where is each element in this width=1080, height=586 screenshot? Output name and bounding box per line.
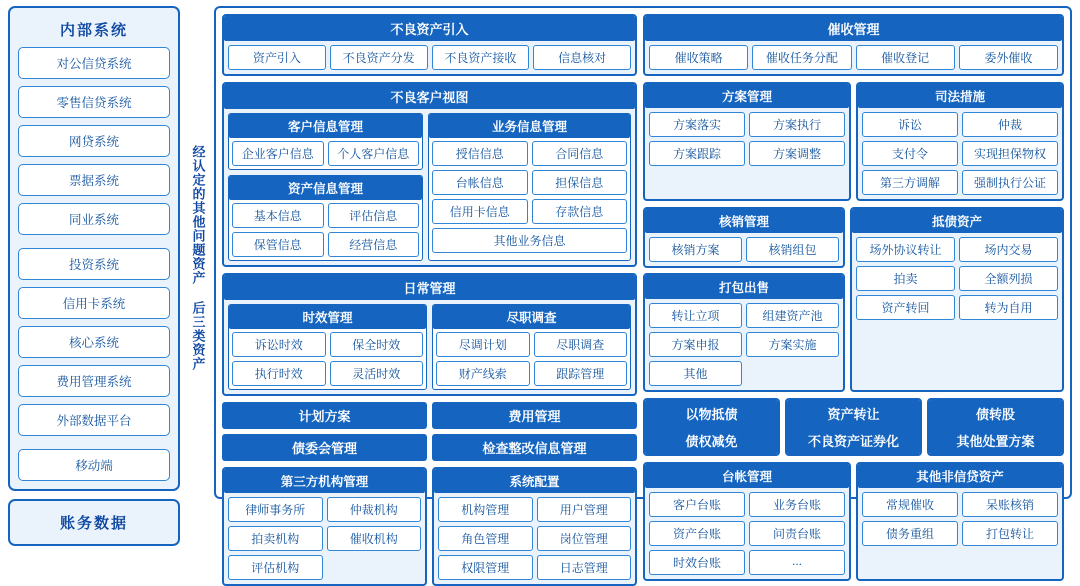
cell-outsourced-collection[interactable]: 委外催收 [959, 45, 1058, 70]
internal-systems-title: 内部系统 [59, 22, 128, 39]
group-collection-title: 催收管理 [645, 16, 1062, 41]
cell-collection-strategy[interactable]: 催收策略 [649, 45, 748, 70]
cell-payment-order[interactable]: 支付令 [862, 141, 958, 166]
banner-group-debt-to-equity [927, 398, 1064, 456]
cell-creditcard-info[interactable]: 信用卡信息 [432, 199, 528, 224]
cell-exchange-trade[interactable]: 场内交易 [959, 237, 1058, 262]
vertical-category-label [186, 6, 208, 499]
cell-info-check[interactable]: 信息核对 [533, 45, 631, 70]
sub-time-limit-title: 时效管理 [229, 305, 426, 329]
banner-debt-repay-asset[interactable]: 以物抵债 [645, 400, 778, 427]
cell-asset-intro[interactable]: 资产引入 [228, 45, 326, 70]
cell-personal-customer[interactable]: 个人客户信息 [328, 141, 420, 166]
banner-debt-reduction[interactable]: 债权减免 [645, 427, 778, 454]
sidebar-item-online-loan[interactable]: 网贷系统 [18, 125, 170, 157]
cell-collection-register[interactable]: 催收登记 [856, 45, 955, 70]
group-collection-management [643, 14, 1064, 76]
group-system-config-title: 系统配置 [434, 469, 635, 493]
cell-npl-receive[interactable]: 不良资产接收 [432, 45, 530, 70]
group-thirdparty-config-row [222, 467, 637, 586]
cell-custody-info[interactable]: 保管信息 [232, 232, 324, 257]
group-system-config [432, 467, 637, 586]
cell-role-management[interactable]: 角色管理 [438, 526, 533, 551]
cell-tracking-management[interactable]: 跟踪管理 [534, 361, 628, 386]
cell-law-firm[interactable]: 律师事务所 [228, 497, 323, 522]
sidebar-item-external-data[interactable]: 外部数据平台 [18, 404, 170, 436]
group-debt-asset [850, 207, 1064, 392]
cell-dd-plan[interactable]: 尽调计划 [436, 332, 530, 357]
group-writeoff-title: 核销管理 [645, 209, 843, 233]
group-third-party-title: 第三方机构管理 [224, 469, 425, 493]
cell-flexible-limit[interactable]: 灵活时效 [330, 361, 424, 386]
cell-preservation-limit[interactable]: 保全时效 [330, 332, 424, 357]
left-column [8, 6, 180, 532]
banner-creditor-committee[interactable]: 债委会管理 [222, 434, 427, 461]
group-debt-asset-title: 抵债资产 [852, 209, 1062, 233]
sub-asset-info [228, 175, 423, 261]
group-plan-fee-row [222, 402, 637, 461]
group-plan-management [643, 82, 851, 201]
banner-other-disposal-plan[interactable]: 其他处置方案 [929, 427, 1062, 454]
cell-convert-own-use[interactable]: 转为自用 [959, 295, 1058, 320]
cell-asset-ledger[interactable]: 资产台账 [649, 521, 745, 546]
cell-customer-ledger[interactable]: 客户台账 [649, 492, 745, 517]
group-plan-judicial-row [643, 82, 1064, 201]
sidebar-item-expense[interactable]: 费用管理系统 [18, 365, 170, 397]
sub-customer-info [228, 113, 423, 170]
cell-ledger-more[interactable]: ... [749, 550, 845, 575]
cell-contract-info[interactable]: 合同信息 [532, 141, 628, 166]
banner-fee-management[interactable]: 费用管理 [432, 402, 637, 429]
sidebar-item-corporate-credit[interactable]: 对公信贷系统 [18, 47, 170, 79]
banner-group-asset-transfer [785, 398, 922, 456]
group-daily-management [222, 273, 637, 396]
cell-other-business-info[interactable]: 其他业务信息 [432, 228, 627, 253]
banner-npl-securitization[interactable]: 不良资产证券化 [787, 427, 920, 454]
group-judicial-measures [856, 82, 1064, 201]
cell-collection-org[interactable]: 催收机构 [327, 526, 422, 551]
cell-enterprise-customer[interactable]: 企业客户信息 [232, 141, 324, 166]
sidebar-item-retail-credit[interactable]: 零售信贷系统 [18, 86, 170, 118]
cell-permission-management[interactable]: 权限管理 [438, 555, 533, 580]
banner-group-debt-repay-asset [643, 398, 780, 456]
cell-package-other[interactable]: 其他 [649, 361, 742, 386]
cell-credit-grant-info[interactable]: 授信信息 [432, 141, 528, 166]
sidebar-item-investment[interactable]: 投资系统 [18, 248, 170, 280]
group-writeoff-management [643, 207, 845, 268]
group-customer-view [222, 82, 637, 267]
group-npl-intro [222, 14, 637, 76]
cell-package-transfer[interactable]: 打包转让 [962, 521, 1058, 546]
cell-debt-restructuring[interactable]: 债务重组 [862, 521, 958, 546]
sub-asset-info-title: 资产信息管理 [229, 176, 422, 200]
cell-writeoff-package[interactable]: 核销组包 [746, 237, 839, 262]
cell-property-clue[interactable]: 财产线索 [436, 361, 530, 386]
cell-deposit-info[interactable]: 存款信息 [532, 199, 628, 224]
cell-litigation-limit[interactable]: 诉讼时效 [232, 332, 326, 357]
vertical-category-text: 经认定的其他问题资产 后三类资产 [190, 144, 206, 371]
cell-appraisal-info[interactable]: 评估信息 [328, 203, 420, 228]
banner-asset-transfer[interactable]: 资产转让 [787, 400, 920, 427]
cell-plan-track[interactable]: 方案跟踪 [649, 141, 745, 166]
group-ledger-title: 台帐管理 [645, 464, 849, 488]
group-disposal-banners [643, 398, 1064, 456]
cell-ledger-info[interactable]: 台帐信息 [432, 170, 528, 195]
sub-business-info-title: 业务信息管理 [429, 114, 630, 138]
cell-full-loss[interactable]: 全额列损 [959, 266, 1058, 291]
cell-appraisal-org[interactable]: 评估机构 [228, 555, 323, 580]
cell-timeliness-ledger[interactable]: 时效台账 [649, 550, 745, 575]
cell-operation-info[interactable]: 经营信息 [328, 232, 420, 257]
group-plan-management-title: 方案管理 [645, 84, 849, 108]
cell-plan-implementation[interactable]: 方案实施 [746, 332, 839, 357]
sub-due-diligence [432, 304, 631, 390]
banner-debt-to-equity[interactable]: 债转股 [929, 400, 1062, 427]
cell-plan-adjust[interactable]: 方案调整 [749, 141, 845, 166]
cell-third-party-mediation[interactable]: 第三方调解 [862, 170, 958, 195]
cell-org-management[interactable]: 机构管理 [438, 497, 533, 522]
cell-arbitration-org[interactable]: 仲裁机构 [327, 497, 422, 522]
sub-business-info [428, 113, 631, 261]
sidebar-item-interbank[interactable]: 同业系统 [18, 203, 170, 235]
group-daily-management-title: 日常管理 [224, 275, 635, 300]
cell-accountability-ledger[interactable]: 问责台账 [749, 521, 845, 546]
cell-asset-return[interactable]: 资产转回 [856, 295, 955, 320]
group-package-sale-title: 打包出售 [645, 275, 843, 299]
cell-guarantee-info[interactable]: 担保信息 [532, 170, 628, 195]
cell-litigation[interactable]: 诉讼 [862, 112, 958, 137]
cell-compulsory-notarization[interactable]: 强制执行公证 [962, 170, 1058, 195]
sub-time-limit [228, 304, 427, 390]
sub-customer-info-title: 客户信息管理 [229, 114, 422, 138]
cell-regular-collection[interactable]: 常规催收 [862, 492, 958, 517]
cell-business-ledger[interactable]: 业务台账 [749, 492, 845, 517]
group-writeoff-debtasset-row [643, 207, 1064, 392]
sidebar-item-core[interactable]: 核心系统 [18, 326, 170, 358]
banner-inspection-rectification[interactable]: 检查整改信息管理 [432, 434, 637, 461]
main-board [214, 6, 1072, 575]
cell-otc-agreement-transfer[interactable]: 场外协议转让 [856, 237, 955, 262]
cell-baddebt-writeoff[interactable]: 呆账核销 [962, 492, 1058, 517]
cell-plan-declaration[interactable]: 方案申报 [649, 332, 742, 357]
cell-collection-task-assign[interactable]: 催收任务分配 [752, 45, 851, 70]
cell-transfer-project[interactable]: 转让立项 [649, 303, 742, 328]
sidebar-item-mobile[interactable]: 移动端 [18, 449, 170, 481]
cell-basic-info[interactable]: 基本信息 [232, 203, 324, 228]
cell-plan-execute[interactable]: 方案执行 [749, 112, 845, 137]
internal-systems-panel [8, 6, 180, 491]
cell-log-management[interactable]: 日志管理 [537, 555, 632, 580]
cell-auction[interactable]: 拍卖 [856, 266, 955, 291]
cell-arbitration[interactable]: 仲裁 [962, 112, 1058, 137]
cell-post-management[interactable]: 岗位管理 [537, 526, 632, 551]
accounting-data-panel [8, 499, 180, 546]
sub-due-diligence-title: 尽职调查 [433, 305, 630, 329]
board-column-left [222, 14, 637, 575]
board-column-right [643, 14, 1064, 570]
banner-plan-scheme[interactable]: 计划方案 [222, 402, 427, 429]
cell-writeoff-plan[interactable]: 核销方案 [649, 237, 742, 262]
group-other-noncredit-assets [856, 462, 1064, 581]
group-customer-view-title: 不良客户视图 [224, 84, 635, 109]
sidebar-item-bill[interactable]: 票据系统 [18, 164, 170, 196]
cell-plan-implement[interactable]: 方案落实 [649, 112, 745, 137]
accounting-data-title: 账务数据 [59, 515, 128, 532]
cell-user-management[interactable]: 用户管理 [537, 497, 632, 522]
group-judicial-title: 司法措施 [858, 84, 1062, 108]
cell-dd-investigation[interactable]: 尽职调查 [534, 332, 628, 357]
cell-realize-security-right[interactable]: 实现担保物权 [962, 141, 1058, 166]
cell-build-asset-pool[interactable]: 组建资产池 [746, 303, 839, 328]
cell-auction-org[interactable]: 拍卖机构 [228, 526, 323, 551]
group-third-party [222, 467, 427, 586]
sidebar-item-credit-card[interactable]: 信用卡系统 [18, 287, 170, 319]
cell-execution-limit[interactable]: 执行时效 [232, 361, 326, 386]
group-package-sale [643, 273, 845, 392]
group-ledger-management [643, 462, 851, 581]
group-other-noncredit-title: 其他非信贷资产 [858, 464, 1062, 488]
cell-npl-distribute[interactable]: 不良资产分发 [330, 45, 428, 70]
group-npl-intro-title: 不良资产引入 [224, 16, 635, 41]
group-ledger-other-row [643, 462, 1064, 581]
